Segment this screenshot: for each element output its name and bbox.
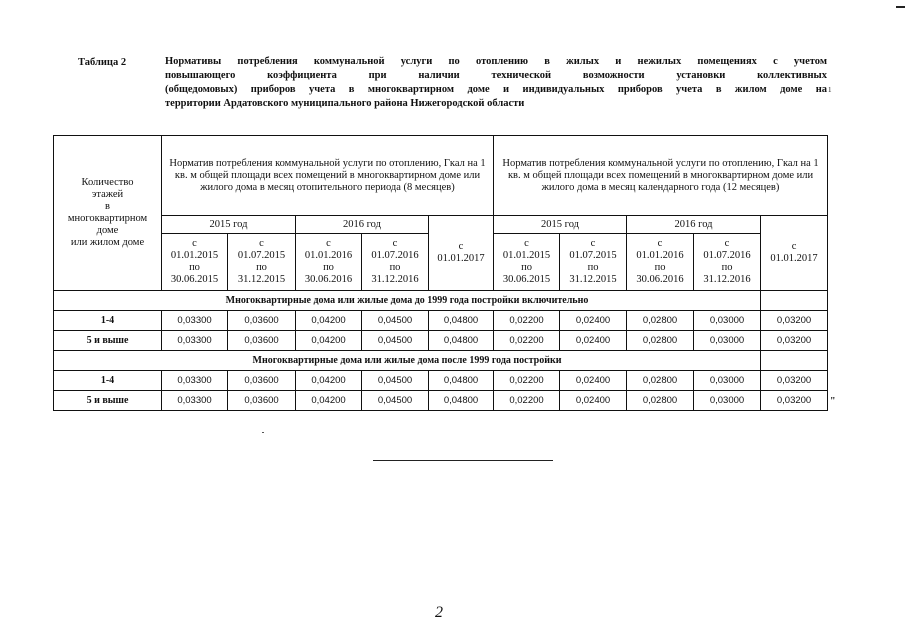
period-text: 01.01.2015 bbox=[170, 250, 219, 261]
scan-edge-mark bbox=[896, 6, 905, 8]
norm-value-cell: 0,04200 bbox=[296, 311, 362, 331]
norm-value-cell: 0,03000 bbox=[694, 331, 761, 351]
period-text: 01.07.2016 bbox=[371, 250, 419, 261]
norm-value-cell: 0,03600 bbox=[228, 331, 296, 351]
period-text: с bbox=[259, 238, 264, 249]
separator-line bbox=[373, 460, 553, 461]
period-header bbox=[694, 234, 761, 291]
section-row bbox=[54, 291, 828, 311]
norm-value-cell: 0,02200 bbox=[494, 311, 560, 331]
table-label: Таблица 2 bbox=[78, 57, 127, 68]
year-header-2015: 2015 год bbox=[494, 216, 627, 234]
norm-value-cell: 0,04500 bbox=[362, 391, 429, 411]
title-line: (общедомовых) приборов учета в многоквартирном доме и индивидуальных приборов учета в жилом доме на bbox=[165, 84, 827, 95]
norm-value-cell: 0,03600 bbox=[228, 391, 296, 411]
row-header-text: Количество bbox=[81, 177, 134, 188]
period-text: 30.06.2016 bbox=[636, 274, 684, 285]
norm-value-cell: 0,03200 bbox=[761, 311, 828, 331]
row-header-text: многоквартирном bbox=[67, 213, 148, 224]
period-text: 30.06.2015 bbox=[502, 274, 551, 285]
norm-value-cell: 0,02400 bbox=[560, 331, 627, 351]
table-title bbox=[165, 55, 827, 111]
norm-value-cell: 0,04200 bbox=[296, 331, 362, 351]
period-text: по bbox=[654, 262, 666, 273]
table-body bbox=[54, 291, 828, 411]
norm-value-cell: 0,02200 bbox=[494, 331, 560, 351]
period-header-2017 bbox=[761, 216, 828, 291]
period-text: с bbox=[326, 238, 331, 249]
period-text: по bbox=[721, 262, 733, 273]
norm-value-cell: 0,04500 bbox=[362, 371, 429, 391]
norm-value-cell: 0,02200 bbox=[494, 391, 560, 411]
norm-value-cell: 0,02400 bbox=[560, 311, 627, 331]
period-text: по bbox=[389, 262, 401, 273]
section-empty-cell bbox=[761, 291, 828, 311]
norm-value-cell: 0,02400 bbox=[560, 371, 627, 391]
norms-table bbox=[53, 135, 828, 411]
period-header bbox=[560, 234, 627, 291]
table-row bbox=[54, 311, 828, 331]
norm-value-cell: 0,03300 bbox=[162, 311, 228, 331]
title-line: территории Ардатовского муниципального района Нижегородской области bbox=[165, 98, 525, 109]
period-text: с bbox=[458, 241, 464, 252]
period-header bbox=[362, 234, 429, 291]
norm-value-cell: 0,03000 bbox=[694, 371, 761, 391]
norm-value-cell: 0,03600 bbox=[228, 311, 296, 331]
section-title: Многоквартирные дома или жилые дома до 1999 года постройки включительно bbox=[54, 291, 761, 311]
group-header-calendar-year: Норматив потребления коммунальной услуги по отоплению, Гкал на 1 кв. м общей площади всех помещений в многоквартирном доме или жилого дома в месяц календарного года (12 месяцев) bbox=[494, 136, 828, 216]
period-text: с bbox=[724, 238, 730, 249]
period-text: 01.01.2016 bbox=[304, 250, 353, 261]
section-empty-cell bbox=[761, 351, 828, 371]
table-row bbox=[54, 391, 828, 411]
row-header-text: в bbox=[105, 201, 110, 212]
floors-label: 1-4 bbox=[54, 371, 162, 391]
floors-label: 5 и выше bbox=[54, 391, 162, 411]
row-header-text: этажей bbox=[91, 189, 124, 200]
period-text: 01.01.2015 bbox=[502, 250, 551, 261]
period-header bbox=[228, 234, 296, 291]
norm-value-cell: 0,03600 bbox=[228, 371, 296, 391]
norm-value-cell: 0,03200 bbox=[761, 391, 828, 411]
row-header-text: или жилом доме bbox=[70, 237, 145, 248]
period-text: с bbox=[590, 238, 596, 249]
period-text: 31.12.2016 bbox=[703, 274, 751, 285]
period-text: 01.01.2017 bbox=[770, 253, 818, 264]
section-row bbox=[54, 351, 828, 371]
section-title: Многоквартирные дома или жилые дома после 1999 года постройки bbox=[54, 351, 761, 371]
norm-value-cell: 0,04800 bbox=[429, 311, 494, 331]
period-text: с bbox=[657, 238, 663, 249]
norm-value-cell: 0,04500 bbox=[362, 331, 429, 351]
norm-value-cell: 0,03200 bbox=[761, 371, 828, 391]
period-text: 01.01.2017 bbox=[437, 253, 485, 264]
norm-value-cell: 0,04500 bbox=[362, 311, 429, 331]
floors-label: 1-4 bbox=[54, 311, 162, 331]
period-text: по bbox=[189, 262, 200, 273]
period-text: по bbox=[521, 262, 532, 273]
period-text: 30.06.2015 bbox=[170, 274, 219, 285]
period-text: с bbox=[791, 241, 797, 252]
period-text: по bbox=[587, 262, 599, 273]
period-text: 01.01.2016 bbox=[636, 250, 684, 261]
norm-value-cell: 0,03200 bbox=[761, 331, 828, 351]
norm-value-cell: 0,04800 bbox=[429, 371, 494, 391]
year-header-2016: 2016 год bbox=[296, 216, 429, 234]
period-text: по bbox=[256, 262, 267, 273]
period-text: 31.12.2015 bbox=[569, 274, 617, 285]
norm-value-cell: 0,04200 bbox=[296, 371, 362, 391]
norm-value-cell: 0,02800 bbox=[627, 371, 694, 391]
floors-label: 5 и выше bbox=[54, 331, 162, 351]
period-text: 31.12.2016 bbox=[371, 274, 419, 285]
table-row bbox=[54, 331, 828, 351]
norm-value-cell: 0,03000 bbox=[694, 391, 761, 411]
period-text: с bbox=[524, 238, 529, 249]
period-text: 01.07.2016 bbox=[703, 250, 751, 261]
norm-value-cell: 0,03300 bbox=[162, 371, 228, 391]
norm-value-cell: 0,02800 bbox=[627, 311, 694, 331]
period-text: по bbox=[323, 262, 334, 273]
period-header-2017 bbox=[429, 216, 494, 291]
corner-mark: 1 bbox=[828, 86, 832, 94]
period-text: с bbox=[392, 238, 398, 249]
norm-value-cell: 0,02200 bbox=[494, 371, 560, 391]
norm-value-cell: 0,03000 bbox=[694, 311, 761, 331]
period-text: 01.07.2015 bbox=[237, 250, 286, 261]
title-line: Нормативы потребления коммунальной услуги по отоплению в жилых и нежилых помещениях с учетом bbox=[165, 56, 827, 67]
row-header-text: доме bbox=[96, 225, 119, 236]
row-header-cell bbox=[54, 136, 162, 291]
norm-value-cell: 0,04800 bbox=[429, 331, 494, 351]
period-text: 31.12.2015 bbox=[237, 274, 286, 285]
group-header-heating-period: Норматив потребления коммунальной услуги по отоплению, Гкал на 1 кв. м общей площади всех помещений в многоквартирном доме или жилого дома в месяц отопительного периода (8 месяцев) bbox=[162, 136, 494, 216]
scan-speck bbox=[262, 432, 264, 433]
norm-value-cell: 0,03300 bbox=[162, 391, 228, 411]
year-header-2016: 2016 год bbox=[627, 216, 761, 234]
period-text: 01.07.2015 bbox=[569, 250, 617, 261]
norm-value-cell: 0,02400 bbox=[560, 391, 627, 411]
norm-value-cell: 0,04200 bbox=[296, 391, 362, 411]
period-header bbox=[162, 234, 228, 291]
norm-value-cell: 0,02800 bbox=[627, 331, 694, 351]
period-text: с bbox=[192, 238, 197, 249]
table-row bbox=[54, 371, 828, 391]
period-header bbox=[627, 234, 694, 291]
norm-value-cell: 0,04800 bbox=[429, 391, 494, 411]
page-number: 2 bbox=[435, 604, 443, 621]
norm-value-cell: 0,02800 bbox=[627, 391, 694, 411]
norm-value-cell: 0,03300 bbox=[162, 331, 228, 351]
year-header-2015: 2015 год bbox=[162, 216, 296, 234]
title-line: повышающего коэффициента при наличии технической возможности установки коллективных bbox=[165, 70, 827, 81]
period-header bbox=[296, 234, 362, 291]
period-header bbox=[494, 234, 560, 291]
closing-quote: " bbox=[830, 396, 836, 407]
period-text: 30.06.2016 bbox=[304, 274, 353, 285]
